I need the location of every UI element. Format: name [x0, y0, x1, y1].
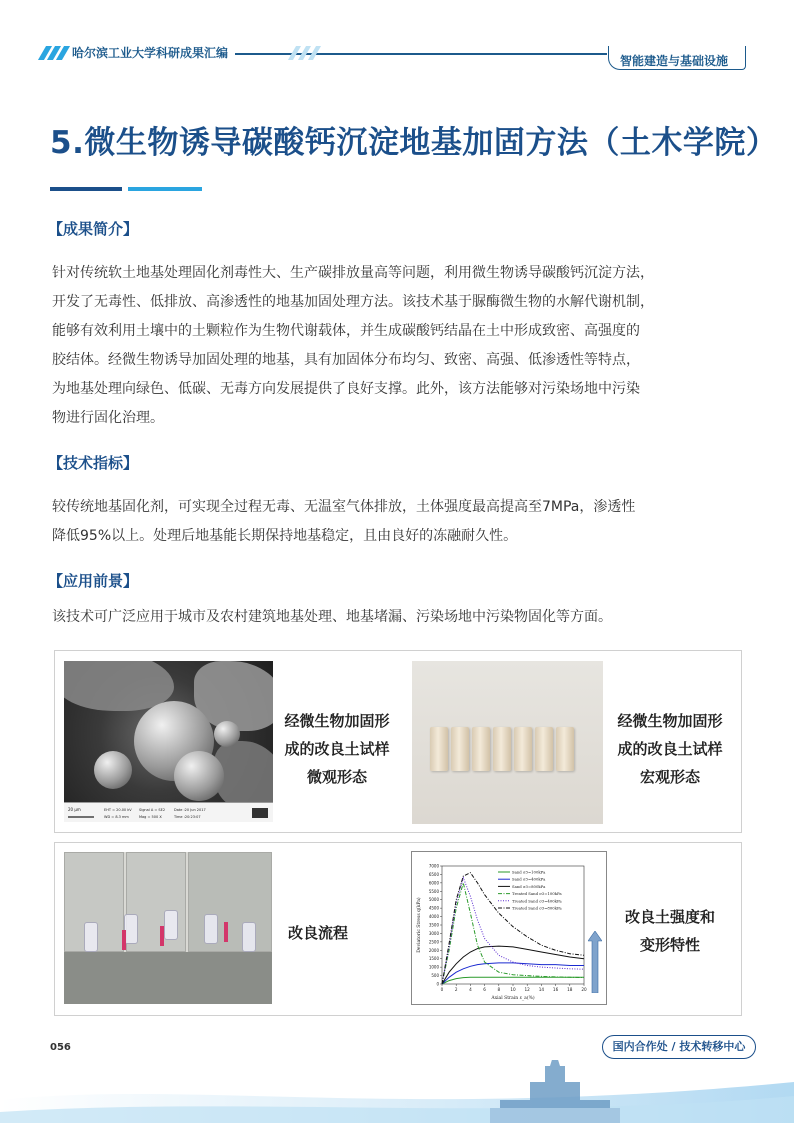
y-tick-label: 4000	[428, 914, 439, 920]
x-tick-label: 14	[538, 987, 545, 992]
tech-paragraph	[52, 493, 748, 551]
svg-text:Signal A = SE2: Signal A = SE2	[139, 808, 166, 812]
title-underline-light	[128, 187, 202, 191]
svg-text:WD = 8.3 mm: WD = 8.3 mm	[104, 815, 129, 819]
series-line	[442, 977, 584, 984]
x-tick-label: 2	[454, 987, 458, 992]
x-tick-label: 16	[552, 987, 559, 992]
series-line	[442, 963, 584, 984]
footer-department-pill: 国内合作处 / 技术转移中心	[602, 1035, 756, 1059]
intro-line: 针对传统软土地基处理固化剂毒性大、生产碳排放量高等问题，利用微生物诱导碳酸钙沉淀方法，	[52, 265, 654, 281]
svg-text:Date :20 Jun 2017: Date :20 Jun 2017	[174, 808, 206, 812]
intro-paragraph	[52, 259, 748, 433]
legend-entry: Treated Sand σ3=400kPa	[512, 898, 562, 904]
y-tick-label: 3000	[428, 930, 439, 936]
section-heading-intro: 【成果简介】	[48, 220, 139, 238]
header-stripes-right	[292, 46, 592, 60]
intro-line: 能够有效利用土壤中的土颗粒作为生物代谢载体，并生成碳酸钙结晶在土中形成致密、高强度的	[52, 323, 640, 339]
y-axis-label: Deviatoric Stress q(kPa)	[417, 897, 422, 953]
tech-line: 降低95%以上。处理后地基能长期保持地基稳定，且由良好的冻融耐久性。	[52, 528, 518, 544]
footer-wave-decoration	[0, 1060, 794, 1123]
svg-text:Time :20:23:07: Time :20:23:07	[174, 815, 201, 819]
legend-entry: Treated Sand σ3=800kPa	[512, 905, 562, 911]
svg-text:EHT = 20.00 kV: EHT = 20.00 kV	[104, 808, 132, 812]
section-heading-application: 【应用前景】	[48, 572, 139, 590]
caption-strength: 改良土强度和 变形特性	[624, 908, 715, 954]
title-underline-dark	[50, 187, 122, 191]
y-tick-label: 4500	[428, 905, 439, 911]
caption-micro-morphology: 经微生物加固形 成的改良土试样 微观形态	[284, 712, 390, 786]
svg-text:Mag = 500 X: Mag = 500 X	[139, 815, 162, 819]
page-number: 056	[50, 1042, 71, 1053]
legend-entry: Sand σ3=400kPa	[512, 876, 546, 882]
building-silhouette-icon	[490, 1060, 620, 1123]
lab-process-photo	[64, 852, 272, 1004]
sem-micrograph-image	[64, 661, 273, 822]
sem-info-bar	[64, 802, 273, 822]
application-paragraph	[52, 603, 748, 632]
header-stripes	[40, 46, 70, 60]
x-tick-label: 10	[510, 987, 516, 992]
y-tick-label: 1000	[428, 964, 439, 970]
x-tick-label: 6	[483, 987, 486, 992]
x-tick-label: 4	[469, 987, 472, 992]
intro-line: 开发了无毒性、低排放、高渗透性的地基加固处理方法。该技术基于脲酶微生物的水解代谢机制，	[52, 294, 654, 310]
y-tick-label: 6000	[428, 880, 439, 886]
application-line: 该技术可广泛应用于城市及农村建筑地基处理、地基堵漏、污染场地中污染物固化等方面。	[52, 609, 612, 625]
y-tick-label: 1500	[428, 956, 439, 962]
series-line	[442, 873, 584, 984]
arrow-up-icon	[588, 931, 602, 993]
header-title: 哈尔滨工业大学科研成果汇编	[72, 46, 229, 60]
legend-entry: Treated Sand σ3=100kPa	[512, 891, 562, 897]
sem-scale-label: 20 μm	[68, 807, 81, 812]
intro-line: 胶结体。经微生物诱导加固处理的地基，具有加固体分布均匀、致密、高强、低渗透性等特点，	[52, 352, 640, 368]
stress-strain-chart-svg	[412, 852, 608, 1006]
x-tick-label: 8	[497, 987, 501, 992]
tech-line: 较传统地基固化剂，可实现全过程无毒、无温室气体排放，土体强度最高提高至7MPa，渗透性	[52, 499, 636, 515]
y-tick-label: 5500	[428, 888, 439, 894]
stress-strain-chart	[411, 851, 607, 1005]
x-tick-label: 12	[524, 987, 530, 992]
caption-macro-morphology: 经微生物加固形 成的改良土试样 宏观形态	[617, 712, 723, 786]
x-tick-label: 20	[581, 987, 587, 992]
x-axis-label: Axial Strain ε_a(%)	[491, 996, 535, 1001]
y-tick-label: 7000	[428, 863, 439, 869]
caption-process: 改良流程	[287, 924, 348, 942]
intro-line: 物进行固化治理。	[52, 410, 164, 426]
section-heading-tech: 【技术指标】	[48, 454, 139, 472]
y-tick-label: 2000	[428, 947, 439, 953]
y-tick-label: 0	[436, 981, 439, 987]
legend-entry: Sand σ3=100kPa	[512, 869, 546, 875]
specimen-photo	[412, 661, 603, 824]
y-tick-label: 5000	[428, 897, 439, 903]
y-tick-label: 500	[431, 973, 439, 979]
intro-line: 为地基处理向绿色、低碳、无毒方向发展提供了良好支撑。此外，该方法能够对污染场地中污染	[52, 381, 640, 397]
header-category-label: 智能建造与基础设施	[620, 54, 729, 68]
x-tick-label: 18	[567, 987, 573, 992]
x-tick-label: 0	[440, 987, 444, 992]
y-tick-label: 3500	[428, 922, 439, 928]
y-tick-label: 2500	[428, 939, 439, 945]
legend-entry: Sand σ3=800kPa	[512, 883, 546, 889]
y-tick-label: 6500	[428, 871, 439, 877]
page-title: 5.微生物诱导碳酸钙沉淀地基加固方法（土木学院）	[50, 125, 778, 161]
